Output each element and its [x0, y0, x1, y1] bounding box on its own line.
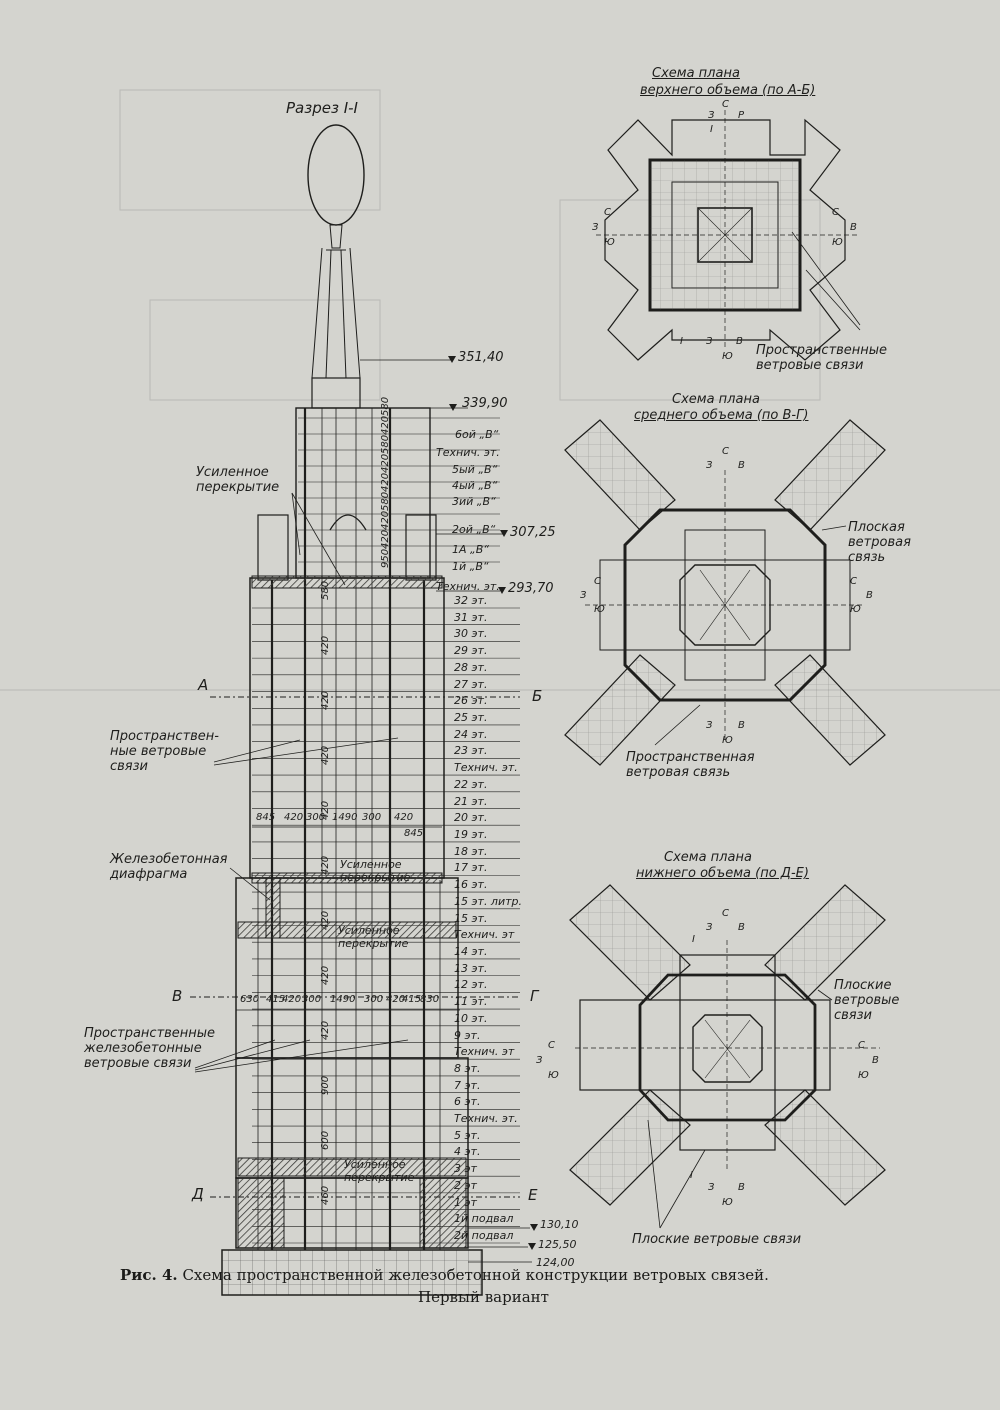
section-mark-i: I	[710, 124, 713, 135]
floor-label: 15 эт. литр.	[454, 894, 522, 908]
floor-label: 2й подвал	[454, 1229, 514, 1242]
caption-text: Схема пространственной железобетонной конструкции ветровых связей.	[182, 1266, 769, 1284]
annotation-reinforced-floor-2: Усиленное перекрытие	[340, 858, 411, 884]
floor-label: 1й „В“	[452, 560, 489, 573]
compass-w: З	[592, 222, 599, 233]
compass-s: Ю	[594, 604, 605, 615]
marker-v: В	[172, 987, 183, 1005]
compass-e: В	[736, 336, 743, 347]
section-title: Разрез I-I	[286, 99, 358, 117]
annotation-spatial-rc-ties: Пространственные железобетонные ветровые связи	[84, 1026, 216, 1071]
caption-line2: Первый вариант	[418, 1288, 549, 1306]
floor-label: 25 эт.	[454, 711, 488, 724]
annotation-spatial-ties: Пространствен- ные ветровые связи	[110, 729, 219, 774]
floor-label: 2 эт	[454, 1178, 477, 1192]
floor-label: 23 эт.	[454, 744, 488, 758]
section-mark-i: I	[692, 934, 695, 945]
plan-lower-note-flat: Плоские ветровые связи	[834, 978, 900, 1023]
section-mark-i: I	[680, 336, 683, 347]
floor-label: 15 эт.	[454, 911, 488, 925]
compass-w: З	[706, 922, 713, 933]
compass-s: Ю	[832, 237, 843, 248]
floor-label: 1А „В“	[452, 543, 489, 556]
compass-e: В	[872, 1055, 879, 1066]
floor-label: 1й подвал	[454, 1212, 514, 1226]
compass-s: Ю	[722, 351, 733, 362]
dimension-label: 580	[320, 580, 331, 600]
dimension-label: 420	[320, 745, 331, 765]
dimension-label: 950	[380, 548, 391, 568]
dimension-label: 830	[420, 994, 440, 1005]
floor-label: 2ой „В“	[452, 523, 496, 536]
floor-label: 6 эт.	[454, 1095, 481, 1109]
dimension-label: 1490	[330, 994, 356, 1005]
dimension-label: 1490	[332, 812, 358, 823]
floor-label: 11 эт.	[454, 995, 488, 1009]
dimension-label: 460	[320, 1185, 331, 1205]
floor-label: 5 эт.	[454, 1128, 481, 1142]
floor-label: 8 эт.	[454, 1061, 481, 1075]
marker-a: А	[198, 676, 209, 694]
compass-w: З	[706, 720, 713, 731]
floor-label: 12 эт.	[454, 978, 488, 992]
floor-label: 17 эт.	[454, 861, 488, 875]
dimension-label: 300	[362, 812, 382, 823]
floor-label: 21 эт.	[454, 794, 488, 808]
compass-e: В	[738, 1182, 745, 1193]
floor-label: 16 эт.	[454, 878, 488, 892]
marker-e: Е	[528, 1186, 538, 1204]
dimension-label: 420	[320, 965, 331, 985]
floor-label: 1 эт	[454, 1195, 477, 1209]
dimension-label: 420	[320, 1020, 331, 1040]
floor-label: 14 эт.	[454, 944, 488, 958]
marker-d: Д	[192, 1185, 204, 1203]
floor-label: 20 эт.	[454, 811, 488, 825]
marker-g: Г	[530, 987, 539, 1005]
level-293: 293,70	[508, 581, 554, 596]
annotation-rc-diaphragm: Железобетонная диафрагма	[110, 852, 228, 882]
floor-label: Технич. эт	[454, 1045, 515, 1059]
floor-label: 19 эт.	[454, 827, 488, 841]
level-351: 351,40	[458, 350, 504, 365]
dimension-label: 900	[320, 1075, 331, 1095]
floor-label: Технич. эт	[454, 928, 515, 942]
floor-label: 26 эт.	[454, 694, 488, 708]
level-124: 124,00	[536, 1256, 575, 1269]
plan-lower-title-1: Схема плана	[664, 850, 752, 865]
floor-label: Технич. эт.	[454, 761, 518, 775]
dimension-label: 600	[320, 1130, 331, 1150]
floor-label: 18 эт.	[454, 844, 488, 858]
compass-w: З	[536, 1055, 543, 1066]
plan-middle-drawing	[565, 420, 885, 765]
level-130: 130,10	[540, 1218, 579, 1231]
compass-n: С	[604, 207, 611, 218]
compass-e: В	[738, 460, 745, 471]
plan-upper-note: Пространственные ветровые связи	[756, 343, 888, 373]
compass-e: В	[866, 590, 873, 601]
plan-middle-title-1: Схема плана	[672, 392, 760, 407]
dimension-label: 420	[320, 800, 331, 820]
compass-n: С	[722, 446, 729, 457]
dimension-label: 420	[320, 910, 331, 930]
floor-label: 9 эт.	[454, 1028, 481, 1042]
plan-lower-title-2: нижнего объема (по Д-Е)	[636, 866, 809, 881]
floor-label: 7 эт.	[454, 1078, 481, 1092]
floor-label: 27 эт.	[454, 677, 488, 691]
floor-label: 4ый „В“	[452, 479, 498, 492]
compass-n: С	[548, 1040, 555, 1051]
compass-s: Ю	[722, 735, 733, 746]
compass-n: С	[722, 99, 729, 110]
compass-n: С	[832, 207, 839, 218]
level-307: 307,25	[510, 525, 556, 540]
floor-label: 6ой „В“	[455, 428, 499, 441]
dimension-label: 580	[380, 491, 391, 511]
dimension-label: 630	[240, 994, 260, 1005]
floor-label: 24 эт.	[454, 727, 488, 741]
dimension-label: 420	[394, 812, 414, 823]
section-mark-i: I	[690, 1170, 693, 1181]
marker-b: Б	[532, 687, 543, 705]
floor-label: 31 эт.	[454, 610, 488, 624]
plan-middle-title-2: среднего объема (по В-Г)	[634, 408, 809, 423]
floor-label: 4 эт.	[454, 1145, 481, 1159]
compass-w: З	[580, 590, 587, 601]
floor-label: Технич. эт.	[436, 580, 500, 593]
plan-lower-note-bottom: Плоские ветровые связи	[632, 1232, 802, 1247]
caption-label: Рис. 4.	[120, 1266, 178, 1284]
plan-lower-drawing	[570, 885, 885, 1228]
floor-label: Технич. эт.	[454, 1112, 518, 1125]
level-339: 339,90	[462, 396, 508, 411]
floor-label: 13 эт.	[454, 961, 488, 975]
compass-e: В	[738, 922, 745, 933]
dimension-label: 300	[364, 994, 384, 1005]
dimension-label: 420	[320, 855, 331, 875]
compass-s: Ю	[850, 604, 861, 615]
compass-s: Ю	[858, 1070, 869, 1081]
compass-s: Ю	[722, 1197, 733, 1208]
floor-label: 22 эт.	[454, 777, 488, 791]
dimension-label: 580	[380, 434, 391, 454]
dimension-label: 420	[380, 510, 391, 530]
plan-upper-title-2: верхнего объема (по А-Б)	[640, 83, 816, 98]
compass-e: В	[738, 720, 745, 731]
dimension-label: 420	[380, 529, 391, 549]
dimension-label: 420	[380, 453, 391, 473]
plan-upper-title-1: Схема плана	[652, 66, 740, 81]
dimension-label: 420	[320, 635, 331, 655]
compass-w: З	[706, 460, 713, 471]
dimension-label: 420	[282, 994, 302, 1005]
floor-label: 28 эт.	[454, 660, 488, 674]
annotation-reinforced-floor: Усиленное перекрытие	[196, 465, 280, 495]
annotation-reinforced-floor-4: Усиленное перекрытие	[344, 1158, 415, 1184]
dimension-label: 420	[380, 415, 391, 435]
dimension-label: 845	[404, 828, 424, 839]
floor-label: 3 эт	[454, 1162, 477, 1176]
compass-n: С	[722, 908, 729, 919]
floor-label: Технич. эт.	[436, 446, 500, 459]
floor-label: 5ый „В“	[452, 463, 498, 476]
compass-e: Р	[738, 110, 745, 121]
dimension-label: 300	[306, 812, 326, 823]
annotation-reinforced-floor-3: Усиленное перекрытие	[338, 924, 409, 950]
floor-label: 30 эт.	[454, 627, 488, 641]
dimension-label: 415	[266, 994, 286, 1005]
dimension-label: 420	[320, 690, 331, 710]
floor-label: 32 эт.	[454, 594, 488, 607]
plan-middle-note-spatial: Пространственная ветровая связь	[626, 750, 755, 780]
compass-w: З	[708, 1182, 715, 1193]
dimension-label: 420	[386, 994, 406, 1005]
compass-n: С	[594, 576, 601, 587]
compass-s: Ю	[548, 1070, 559, 1081]
dimension-label: 580	[380, 396, 391, 416]
compass-w: З	[706, 336, 713, 347]
figure-caption	[120, 1266, 769, 1284]
level-125: 125,50	[538, 1238, 577, 1251]
plan-middle-note-flat: Плоская ветровая связь	[848, 520, 911, 565]
dimension-label: 420	[284, 812, 304, 823]
compass-e: В	[850, 222, 857, 233]
compass-n: С	[850, 576, 857, 587]
dimension-label: 420	[380, 472, 391, 492]
compass-s: Ю	[604, 237, 615, 248]
dimension-label: 300	[302, 994, 322, 1005]
floor-label: 29 эт.	[454, 644, 488, 658]
compass-w: З	[708, 110, 715, 121]
floor-label: 3ий „В“	[452, 495, 496, 508]
dimension-label: 845	[256, 812, 276, 823]
floor-label: 10 эт.	[454, 1011, 488, 1025]
dimension-label: 415	[402, 994, 422, 1005]
compass-n: С	[858, 1040, 865, 1051]
